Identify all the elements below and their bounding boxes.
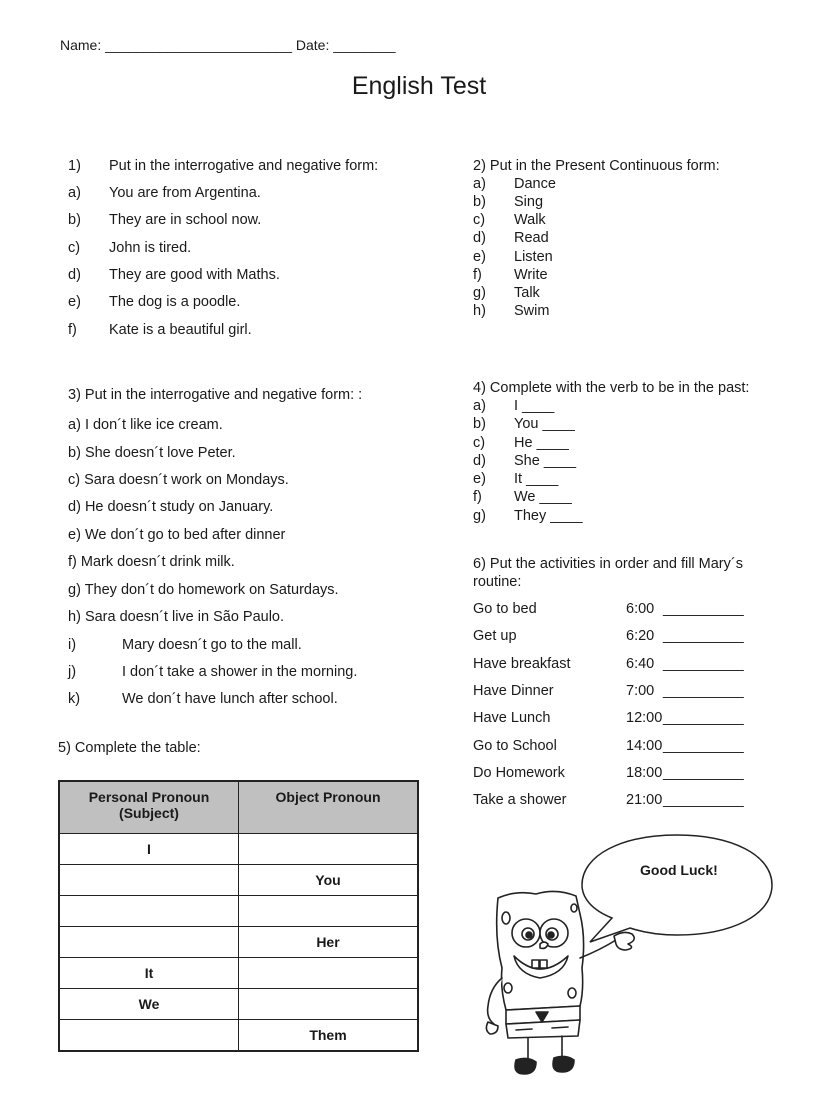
routine-time: 6:20 [626,628,655,644]
item-label: a) [68,185,81,201]
item-text: Talk [514,285,540,301]
section-4-title: 4) Complete with the verb to be in the past: [473,380,750,396]
item-label: a) [473,176,486,192]
list-item [68,417,223,433]
item-label: h) [473,303,486,319]
item-text: He doesn´t study on January. [84,499,274,515]
section-2-title: 2) Put in the Present Continuous form: [473,158,720,174]
table-cell[interactable] [239,958,419,989]
item-label: d) [473,230,486,246]
routine-row [473,656,773,676]
header-personal-pronoun: Personal Pronoun (Subject) [59,781,239,834]
table-row [59,927,418,958]
item-text: She ____ [514,453,577,469]
item-label: c) [473,212,486,228]
routine-blank[interactable]: __________ [663,738,744,754]
name-date-line: Name: ________________________ Date: ________ [60,37,396,53]
routine-blank[interactable]: __________ [663,628,744,644]
routine-time: 7:00 [626,683,655,699]
routine-time: 12:00 [626,710,663,726]
item-text: He ____ [514,435,569,451]
list-item [68,664,357,680]
item-label: e) [473,471,486,487]
item-label: b) [473,194,486,210]
item-label: f) [68,554,77,570]
routine-activity: Take a shower [473,792,567,808]
item-label: g) [473,285,486,301]
routine-time: 18:00 [626,765,663,781]
table-cell[interactable] [59,896,239,927]
item-label: k) [68,691,81,707]
pronoun-table [58,780,419,1052]
routine-activity: Have breakfast [473,656,571,672]
routine-time: 21:00 [626,792,663,808]
item-label: g) [473,508,486,524]
item-label: e) [473,249,486,265]
table-cell[interactable] [239,834,419,865]
routine-blank[interactable]: __________ [663,710,744,726]
table-row [59,1020,418,1052]
table-row [59,958,418,989]
list-item [68,527,285,543]
item-label: d) [68,499,81,515]
routine-activity: Do Homework [473,765,565,781]
item-text: Sing [514,194,544,210]
table-header-row [59,781,418,834]
item-text: Mark doesn´t drink milk. [80,554,235,570]
table-cell[interactable]: You [239,865,419,896]
header-object-pronoun: Object Pronoun [239,781,419,834]
list-item [68,609,284,625]
item-label: g) [68,582,81,598]
list-item [68,554,235,570]
item-text: Kate is a beautiful girl. [109,322,252,338]
item-text: Sara doesn´t live in São Paulo. [84,609,285,625]
item-label: b) [473,416,486,432]
section-3-title: 3) Put in the interrogative and negative form: : [68,387,363,403]
item-label: d) [473,453,486,469]
routine-blank[interactable]: __________ [663,765,744,781]
item-text: You ____ [514,416,575,432]
table-cell[interactable] [59,865,239,896]
section-1-number: 1) [68,158,81,174]
table-cell[interactable]: I [59,834,239,865]
table-row [59,834,418,865]
table-cell[interactable]: Them [239,1020,419,1052]
routine-activity: Have Dinner [473,683,554,699]
routine-activity: Go to School [473,738,557,754]
item-text: Dance [514,176,556,192]
item-label: j) [68,664,77,680]
item-text: Read [514,230,549,246]
table-cell[interactable] [239,896,419,927]
list-item [68,472,289,488]
routine-row [473,738,773,758]
item-text: You are from Argentina. [109,185,261,201]
item-text: They ____ [514,508,583,524]
item-label: c) [473,435,486,451]
item-label: f) [68,322,77,338]
routine-blank[interactable]: __________ [663,656,744,672]
routine-row [473,601,773,621]
item-text: Listen [514,249,553,265]
item-label: e) [68,527,81,543]
item-label: i) [68,637,77,653]
item-text: We don´t have lunch after school. [122,691,338,707]
item-text: Swim [514,303,550,319]
table-cell[interactable]: Her [239,927,419,958]
item-label: d) [68,267,81,283]
routine-row [473,792,773,812]
item-label: e) [68,294,81,310]
item-text: I ____ [514,398,555,414]
list-item [68,499,273,515]
routine-time: 6:40 [626,656,655,672]
routine-activity: Have Lunch [473,710,551,726]
item-text: We ____ [514,489,572,505]
item-label: a) [473,398,486,414]
section-6-title-line1: 6) Put the activities in order and fill Mary´s [473,556,743,572]
item-text: The dog is a poodle. [109,294,241,310]
item-text: They don´t do homework on Saturdays. [84,582,339,598]
item-label: a) [68,417,81,433]
item-label: c) [68,240,81,256]
routine-activity: Get up [473,628,517,644]
list-item [68,691,338,707]
routine-row [473,683,773,703]
section-1-instruction: Put in the interrogative and negative form: [109,158,379,174]
table-cell[interactable]: We [59,989,239,1020]
routine-row [473,628,773,648]
routine-blank[interactable]: __________ [663,792,744,808]
item-text: Walk [514,212,546,228]
item-label: f) [473,489,482,505]
routine-activity: Go to bed [473,601,537,617]
item-text: They are in school now. [109,212,262,228]
item-text: I don´t like ice cream. [84,417,223,433]
item-text: Write [514,267,548,283]
routine-row [473,765,773,785]
routine-row [473,710,773,730]
item-text: I don´t take a shower in the morning. [122,664,358,680]
table-cell[interactable] [239,989,419,1020]
item-text: John is tired. [109,240,192,256]
list-item [68,445,236,461]
good-luck-text: Good Luck! [640,862,718,878]
list-item [68,637,302,653]
item-text: We don´t go to bed after dinner [84,527,286,543]
routine-time: 6:00 [626,601,655,617]
table-row [59,896,418,927]
item-text: She doesn´t love Peter. [84,445,236,461]
section-5-title: 5) Complete the table: [58,740,201,756]
table-row [59,989,418,1020]
table-cell[interactable] [59,1020,239,1052]
item-label: h) [68,609,81,625]
item-text: They are good with Maths. [109,267,280,283]
item-text: Mary doesn´t go to the mall. [122,637,302,653]
list-item [68,582,339,598]
routine-blank[interactable]: __________ [663,601,744,617]
section-6-title-line2: routine: [473,574,522,590]
item-label: b) [68,445,81,461]
item-text: It ____ [514,471,559,487]
table-cell[interactable]: It [59,958,239,989]
item-label: c) [68,472,81,488]
item-text: Sara doesn´t work on Mondays. [84,472,289,488]
page-title: English Test [351,72,487,100]
item-label: f) [473,267,482,283]
routine-blank[interactable]: __________ [663,683,744,699]
cartoon-sponge-icon [476,878,646,1083]
table-row [59,865,418,896]
routine-time: 14:00 [626,738,663,754]
table-cell[interactable] [59,927,239,958]
item-label: b) [68,212,81,228]
